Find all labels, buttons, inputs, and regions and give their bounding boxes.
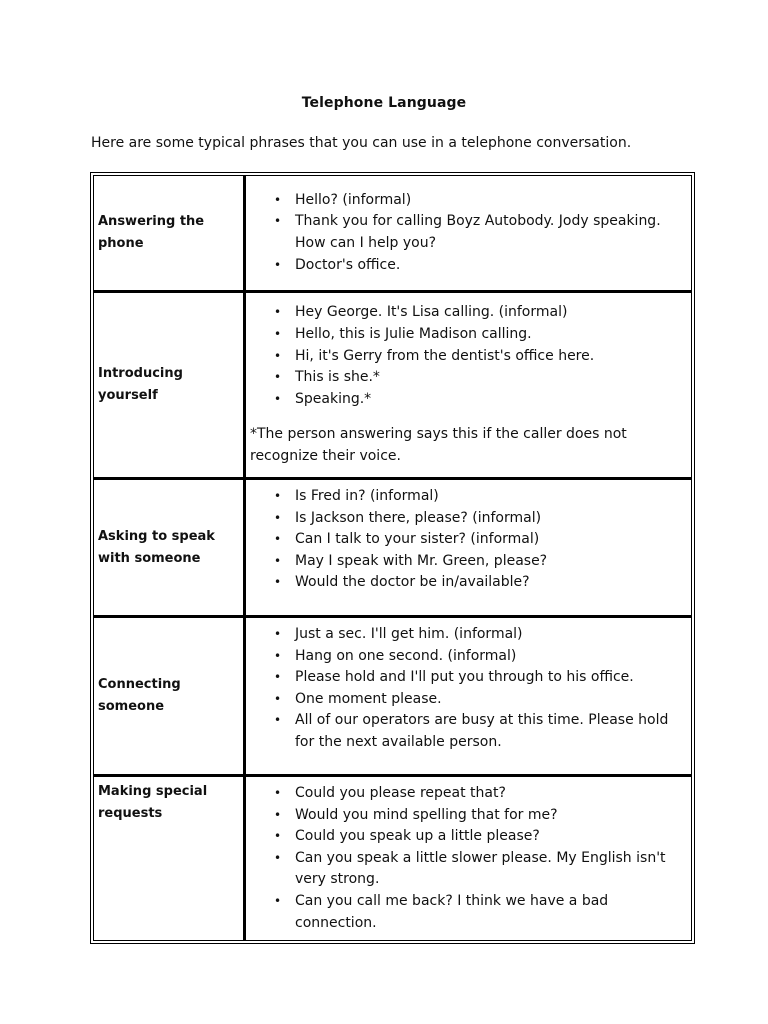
intro-text: Here are some typical phrases that you can use in a telephone conversation. bbox=[91, 135, 632, 151]
list-item: • Can you call me back? I think we have a bad connection. bbox=[295, 891, 683, 934]
row-label-cell bbox=[93, 291, 245, 478]
phrase-list bbox=[246, 618, 691, 760]
list-item: • This is she.* bbox=[295, 367, 683, 389]
list-item: • Would you mind spelling that for me? bbox=[295, 805, 683, 827]
row-label-cell bbox=[93, 775, 245, 941]
phrases-cell bbox=[245, 775, 692, 941]
list-item: • Hey George. It's Lisa calling. (informal) bbox=[295, 302, 683, 324]
phrases-table bbox=[90, 172, 695, 944]
table-row bbox=[93, 775, 692, 941]
list-item: • Doctor's office. bbox=[295, 255, 683, 277]
list-item: • Can you speak a little slower please. My English isn't very strong. bbox=[295, 848, 683, 891]
row-label: Answering the phone bbox=[98, 214, 205, 251]
phrase-list bbox=[246, 296, 691, 416]
list-item: • May I speak with Mr. Green, please? bbox=[295, 551, 683, 573]
list-item: • Is Fred in? (informal) bbox=[295, 486, 683, 508]
table-row bbox=[93, 291, 692, 478]
table-row bbox=[93, 175, 692, 291]
list-item: • Could you please repeat that? bbox=[295, 783, 683, 805]
list-item: • Hello, this is Julie Madison calling. bbox=[295, 324, 683, 346]
phrase-list bbox=[246, 777, 691, 940]
list-item: • Hi, it's Gerry from the dentist's office here. bbox=[295, 346, 683, 368]
row-label: Making special requests bbox=[98, 784, 208, 821]
list-item: • Hang on one second. (informal) bbox=[295, 646, 683, 668]
list-item: • Can I talk to your sister? (informal) bbox=[295, 529, 683, 551]
list-item: • Speaking.* bbox=[295, 389, 683, 411]
list-item: • Could you speak up a little please? bbox=[295, 826, 683, 848]
list-item: • Would the doctor be in/available? bbox=[295, 572, 683, 594]
list-item: • All of our operators are busy at this time. Please hold for the next available person. bbox=[295, 710, 683, 753]
list-item: • Just a sec. I'll get him. (informal) bbox=[295, 624, 683, 646]
row-label: Connecting someone bbox=[98, 677, 181, 714]
list-item: • Please hold and I'll put you through to his office. bbox=[295, 667, 683, 689]
row-label: Asking to speak with someone bbox=[98, 528, 215, 566]
phrases-cell bbox=[245, 291, 692, 478]
row-label-cell bbox=[93, 616, 245, 775]
phrase-list bbox=[246, 480, 691, 600]
row-label-cell bbox=[93, 175, 245, 291]
page-title: Telephone Language bbox=[301, 95, 467, 111]
phrases-cell bbox=[245, 175, 692, 291]
phrases-cell bbox=[245, 616, 692, 775]
list-item: • One moment please. bbox=[295, 689, 683, 711]
row-label: Introducing yourself bbox=[98, 366, 183, 403]
table-row bbox=[93, 478, 692, 616]
phrases-cell bbox=[245, 478, 692, 616]
list-item: • Is Jackson there, please? (informal) bbox=[295, 508, 683, 530]
table-row bbox=[93, 616, 692, 775]
row-label-cell bbox=[93, 478, 245, 616]
footnote: *The person answering says this if the caller does not recognize their voice. bbox=[250, 426, 627, 464]
phrase-list bbox=[246, 184, 691, 282]
list-item: • Thank you for calling Boyz Autobody. Jody speaking. How can I help you? bbox=[295, 211, 683, 254]
list-item: • Hello? (informal) bbox=[295, 190, 683, 212]
